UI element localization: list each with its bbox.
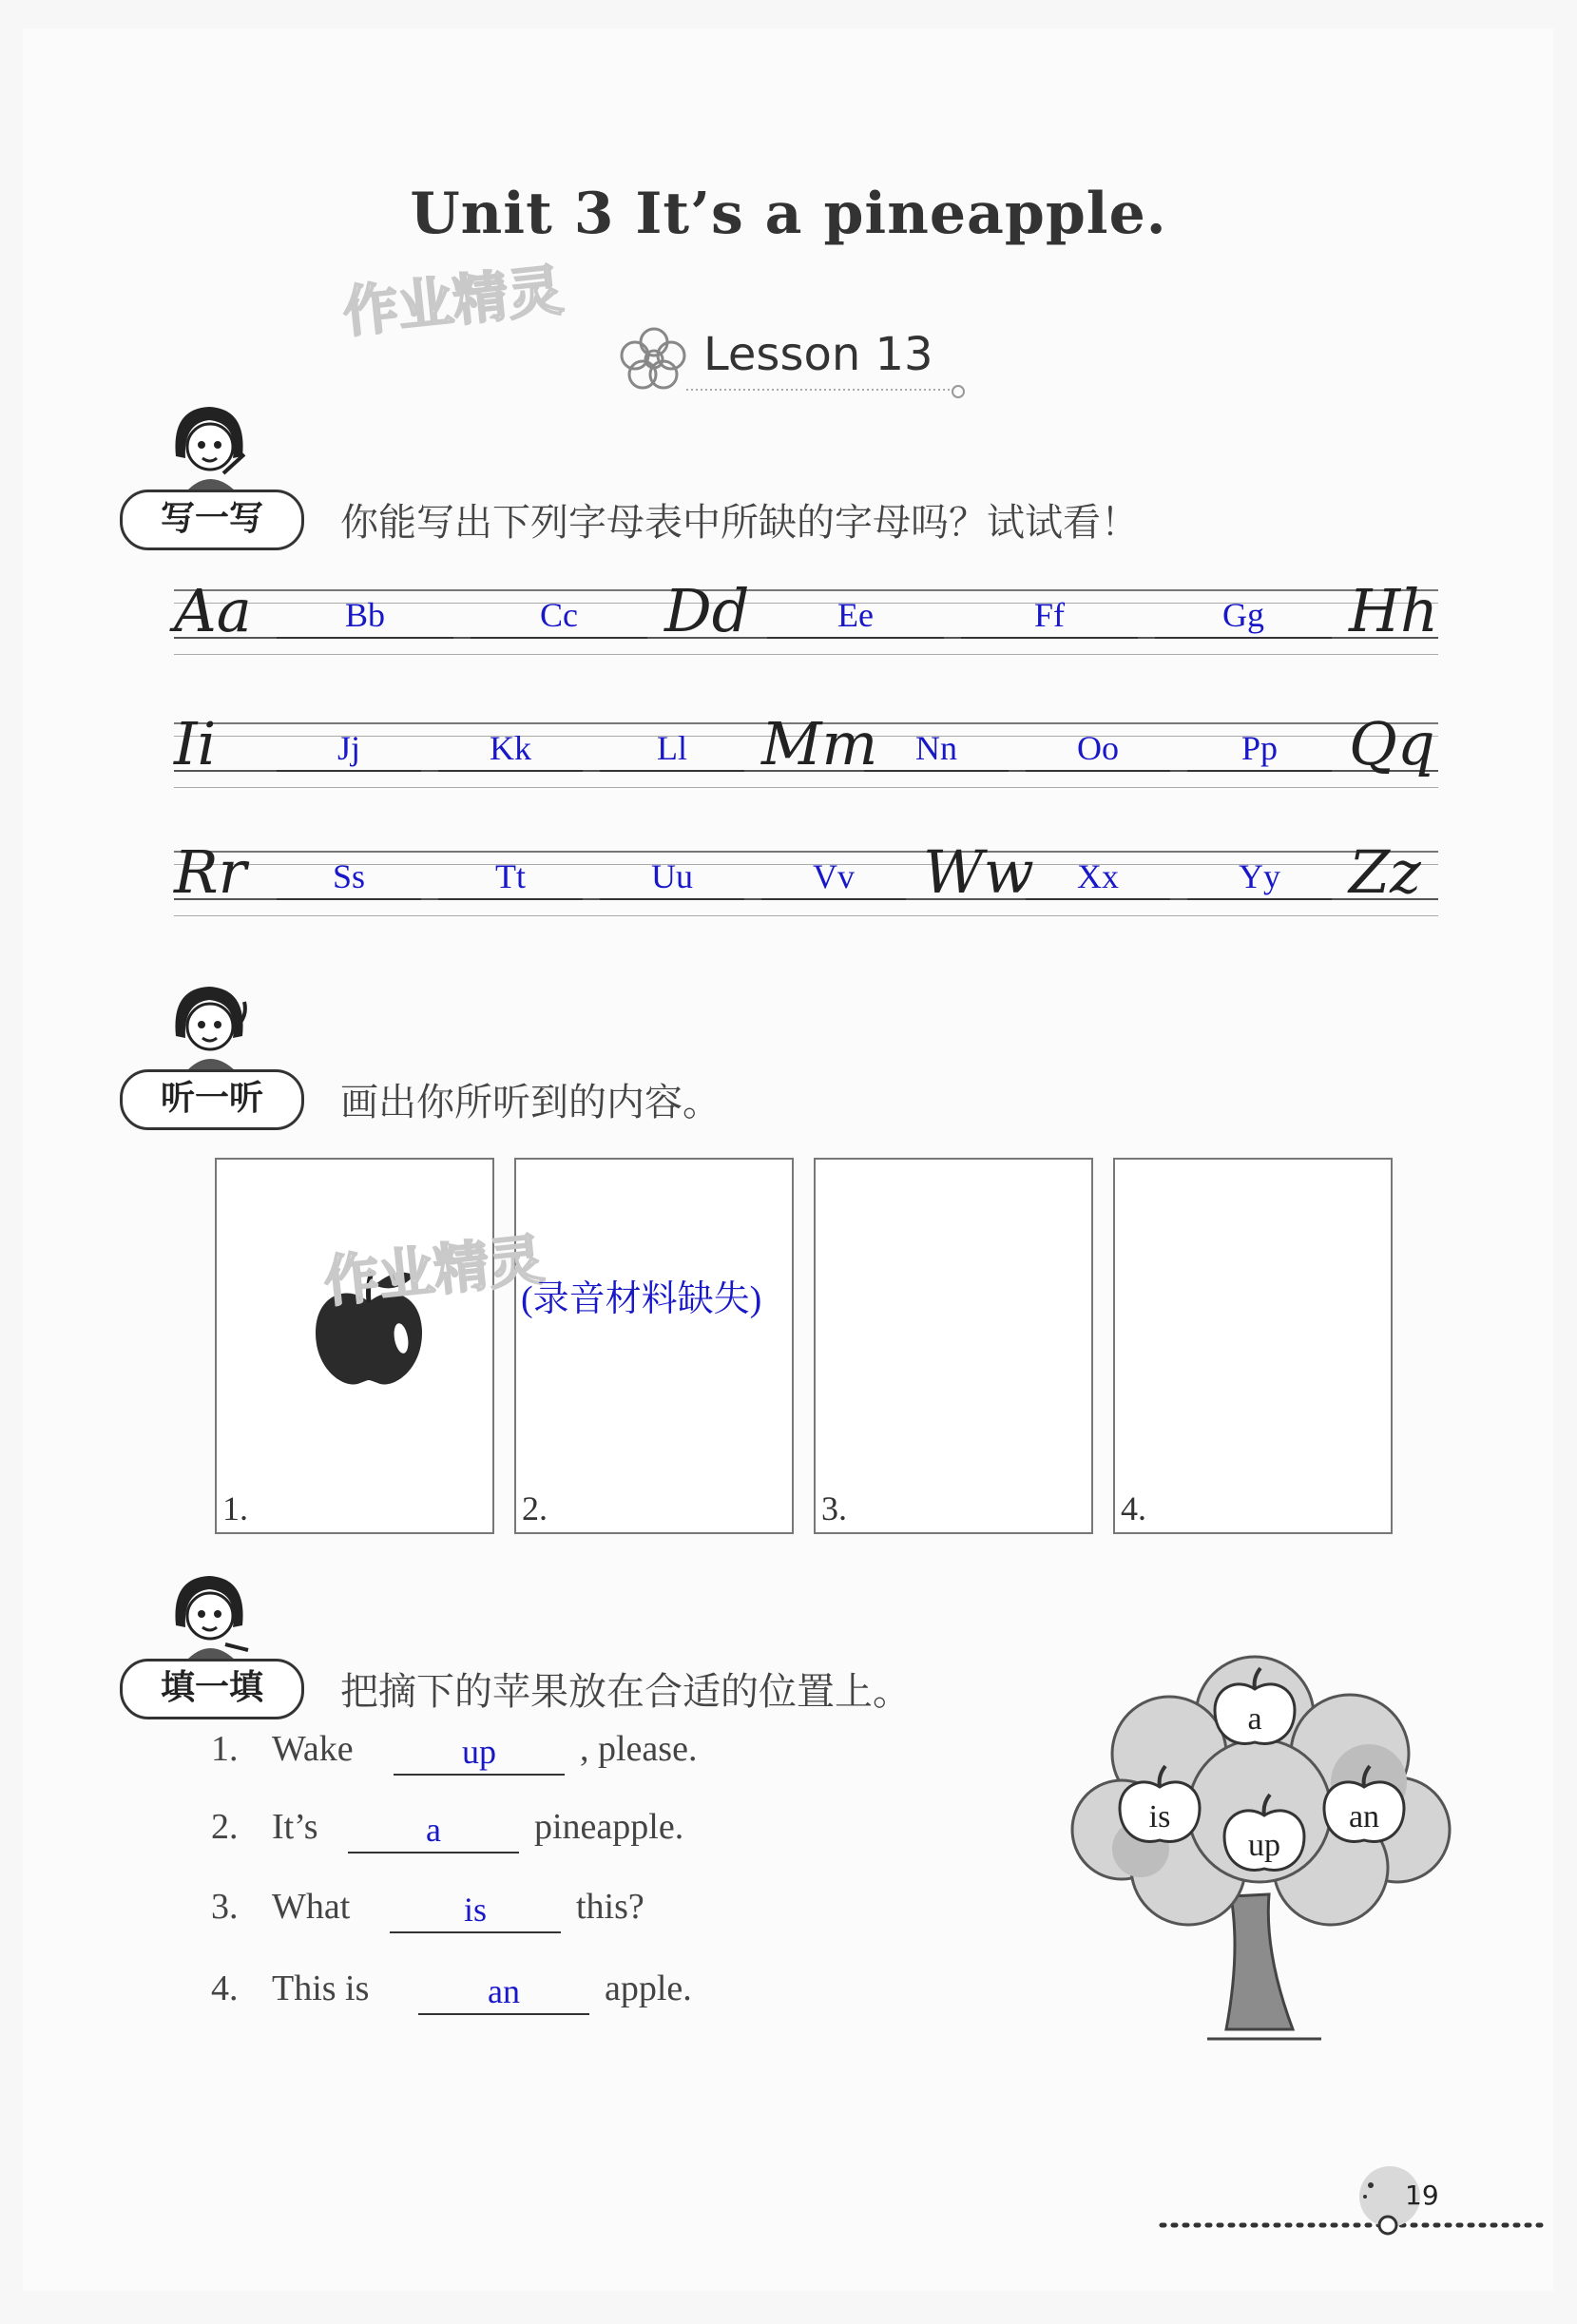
sentence-number: 3. <box>211 1887 239 1927</box>
sentence-text: This is <box>272 1969 370 2008</box>
ruling-line <box>174 787 1438 788</box>
given-letter: Rr <box>174 837 247 907</box>
listen-section-tag: 听一听 <box>120 1069 304 1130</box>
ruling-line <box>174 851 1438 853</box>
drawing-box[interactable] <box>514 1158 794 1534</box>
alphabet-row <box>174 837 1438 955</box>
apple-label: a <box>1247 1701 1262 1737</box>
given-letter: Qq <box>1349 709 1435 778</box>
ruling-line <box>174 589 1438 591</box>
sentence-text: Wake <box>272 1729 354 1769</box>
letter-blank[interactable]: Cc <box>471 595 647 639</box>
missing-audio-note: (录音材料缺失) <box>521 1279 762 1319</box>
girl-thinking-icon <box>157 1568 261 1663</box>
watermark: 作业精灵 <box>320 1227 548 1315</box>
given-letter: Mm <box>761 709 878 778</box>
lesson-title: Lesson 13 <box>703 328 933 381</box>
sentence-text: apple. <box>605 1969 692 2008</box>
unit-title: Unit 3 It’s a pineapple. <box>410 181 1167 247</box>
apple-tree-icon <box>1065 1649 1464 2048</box>
answer-blank[interactable]: is <box>390 1890 561 1933</box>
letter-blank[interactable]: Tt <box>438 856 583 900</box>
given-letter: Ii <box>174 709 217 778</box>
letter-blank[interactable]: Ff <box>961 595 1138 639</box>
girl-listening-icon <box>157 979 261 1074</box>
ruling-line <box>174 654 1438 655</box>
apple-label: is <box>1148 1799 1171 1834</box>
lesson-underline <box>684 382 970 401</box>
box-number: 4. <box>1121 1489 1146 1527</box>
given-letter: Dd <box>664 576 750 645</box>
letter-blank[interactable]: Gg <box>1155 595 1332 639</box>
footer-decoration <box>1150 2162 1568 2238</box>
answer-blank[interactable]: up <box>394 1732 565 1776</box>
sentence-text: What <box>272 1887 351 1927</box>
sentence-text: pineapple. <box>534 1807 684 1847</box>
girl-writing-icon <box>157 399 261 494</box>
drawing-box[interactable] <box>814 1158 1093 1534</box>
letter-blank[interactable]: Ee <box>767 595 944 639</box>
write-section-tag: 写一写 <box>120 490 304 550</box>
sentence-text: this? <box>576 1887 644 1927</box>
answer-blank[interactable]: a <box>348 1810 519 1853</box>
letter-blank[interactable]: Vv <box>761 856 906 900</box>
alphabet-row <box>174 576 1438 694</box>
given-letter: Zz <box>1349 837 1421 907</box>
listen-instruction: 画出你所听到的内容。 <box>340 1081 721 1124</box>
flower-icon <box>616 323 692 390</box>
given-letter: Hh <box>1349 576 1438 645</box>
letter-blank[interactable]: Pp <box>1187 728 1332 772</box>
box-number: 2. <box>522 1489 548 1527</box>
letter-blank[interactable]: Oo <box>1026 728 1170 772</box>
sentence-number: 4. <box>211 1969 239 2008</box>
page-number: 19 <box>1405 2180 1439 2211</box>
letter-blank[interactable]: Xx <box>1026 856 1170 900</box>
fill-section-tag: 填一填 <box>120 1659 304 1719</box>
letter-blank[interactable]: Kk <box>438 728 583 772</box>
letter-blank[interactable]: Nn <box>864 728 1009 772</box>
apple-label: up <box>1248 1828 1280 1863</box>
sentence-number: 1. <box>211 1729 239 1769</box>
watermark: 作业精灵 <box>339 258 567 345</box>
letter-blank[interactable]: Bb <box>277 595 453 639</box>
sentence-number: 2. <box>211 1807 239 1847</box>
letter-blank[interactable]: Uu <box>600 856 744 900</box>
fill-instruction: 把摘下的苹果放在合适的位置上。 <box>340 1670 911 1714</box>
letter-blank[interactable]: Ll <box>600 728 744 772</box>
box-number: 3. <box>821 1489 847 1527</box>
letter-blank[interactable]: Ss <box>277 856 421 900</box>
given-letter: Aa <box>174 576 252 645</box>
given-letter: Ww <box>923 837 1034 907</box>
ruling-line <box>174 915 1438 916</box>
box-number: 1. <box>222 1489 248 1527</box>
sentence-text: It’s <box>272 1807 318 1847</box>
apple-label: an <box>1348 1799 1380 1834</box>
letter-blank[interactable]: Yy <box>1187 856 1332 900</box>
drawing-box[interactable] <box>1113 1158 1393 1534</box>
alphabet-row <box>174 709 1438 827</box>
letter-blank[interactable]: Jj <box>277 728 421 772</box>
answer-blank[interactable]: an <box>418 1971 589 2015</box>
write-instruction: 你能写出下列字母表中所缺的字母吗？试试看！ <box>340 501 1139 545</box>
sentence-text: , please. <box>580 1729 698 1769</box>
drawing-box <box>215 1158 494 1534</box>
